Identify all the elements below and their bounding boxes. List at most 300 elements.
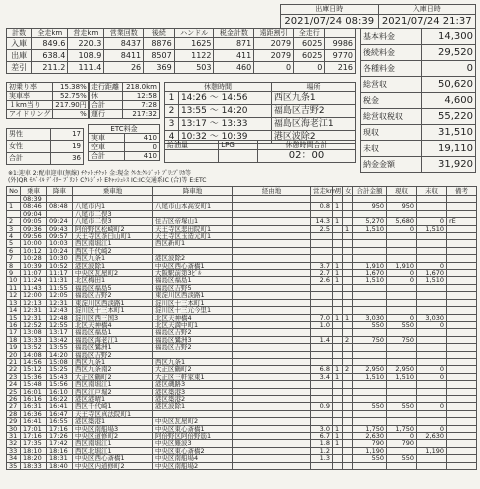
trip-cell bbox=[233, 314, 311, 321]
drive-row bbox=[89, 101, 160, 110]
trip-cell: 1 bbox=[343, 314, 353, 321]
trip-cell bbox=[311, 344, 333, 351]
trip-cell bbox=[343, 262, 353, 269]
trip-cell: 0 bbox=[417, 262, 447, 269]
trip-cell: 32 bbox=[7, 440, 21, 447]
trip-cell bbox=[333, 403, 343, 410]
trip-cell bbox=[343, 418, 353, 425]
drive-value: 12:58 bbox=[122, 92, 159, 101]
trip-cell bbox=[233, 366, 311, 373]
trip-col-header: 降車地 bbox=[153, 187, 233, 196]
rest-total-value: 02：00 bbox=[257, 150, 355, 163]
trip-cell bbox=[353, 307, 387, 314]
fare-label: 各種料金 bbox=[361, 61, 422, 77]
trip-cell: 3.4 bbox=[311, 373, 333, 380]
meter-col-header: 営業回数 bbox=[104, 29, 144, 38]
trip-cell: 950 bbox=[353, 203, 387, 210]
trip-cell bbox=[447, 299, 477, 306]
trip-cell: 0 bbox=[387, 225, 417, 232]
trip-cell: 26 bbox=[7, 395, 21, 402]
meter-cell: 1122 bbox=[174, 50, 214, 62]
trip-cell bbox=[343, 203, 353, 210]
trip-cell bbox=[353, 240, 387, 247]
drive-value: 217:32 bbox=[122, 110, 159, 119]
trip-row bbox=[7, 455, 477, 462]
fare-value: 14,300 bbox=[421, 29, 475, 45]
trip-cell: 4 bbox=[7, 233, 21, 240]
trip-cell bbox=[417, 292, 447, 299]
trip-cell bbox=[343, 447, 353, 454]
trip-cell: 0 bbox=[387, 270, 417, 277]
rest-row bbox=[165, 118, 356, 131]
trip-cell bbox=[343, 284, 353, 291]
trip-cell bbox=[447, 314, 477, 321]
trip-cell bbox=[233, 247, 311, 254]
rest-no: 3 bbox=[165, 118, 179, 131]
trip-cell: 福島区福島5 bbox=[73, 284, 153, 291]
trip-cell bbox=[311, 233, 333, 240]
trip-cell: 福島区吉野5 bbox=[153, 284, 233, 291]
trip-cell: 西区江戸堀2 bbox=[73, 388, 153, 395]
trip-cell: 550 bbox=[353, 403, 387, 410]
trip-cell bbox=[233, 292, 311, 299]
trip-cell: 2.5 bbox=[311, 225, 333, 232]
note-line-1: ※1:迎車 2:配車迎車(無線) ﾁｹｯﾄ:ﾁｹｯﾄ 金:現金 ｸﾚｶ:ｸﾚｼﾞｯﾄ ﾌﾟﾘ:ﾌﾟﾘｶ等 bbox=[8, 170, 192, 177]
trip-cell: 16:31 bbox=[21, 403, 47, 410]
trip-cell: 福島区鷺洲3 bbox=[153, 336, 233, 343]
trip-cell bbox=[387, 233, 417, 240]
trip-cell: 中央区南船場3 bbox=[73, 425, 153, 432]
passenger-value: 17 bbox=[51, 129, 84, 141]
trip-cell: 港区築港2 bbox=[153, 395, 233, 402]
trip-cell: 550 bbox=[387, 403, 417, 410]
fare-label: 現収 bbox=[361, 125, 422, 141]
trip-cell: 21 bbox=[7, 358, 21, 365]
trip-cell: 西区千代崎2 bbox=[73, 247, 153, 254]
etc-value: 410 bbox=[125, 134, 160, 143]
trip-cell: 0 bbox=[417, 403, 447, 410]
trip-cell: 18:40 bbox=[47, 462, 73, 469]
trip-col-header: 合計金額 bbox=[353, 187, 387, 196]
trip-cell: 2,950 bbox=[387, 366, 417, 373]
fare-table bbox=[360, 28, 476, 173]
meter-cell: 26 bbox=[104, 62, 144, 74]
trip-cell: 13:42 bbox=[47, 336, 73, 343]
trip-cell: 13:08 bbox=[21, 329, 47, 336]
trip-cell bbox=[447, 196, 477, 203]
fare-row bbox=[361, 141, 476, 157]
trip-cell: 0 bbox=[387, 314, 417, 321]
trip-cell bbox=[447, 292, 477, 299]
trip-cell: 1 bbox=[333, 433, 343, 440]
trip-cell bbox=[333, 307, 343, 314]
trip-cell bbox=[333, 395, 343, 402]
trip-cell bbox=[387, 292, 417, 299]
trip-cell: 14:08 bbox=[21, 351, 47, 358]
passenger-table bbox=[6, 128, 84, 165]
meter-cell: 460 bbox=[214, 62, 254, 74]
rest-time: 13:17 ～ 13:33 bbox=[178, 118, 271, 131]
trip-cell bbox=[333, 299, 343, 306]
trip-cell bbox=[447, 373, 477, 380]
trip-cell: 3,030 bbox=[353, 314, 387, 321]
trip-cell: 16:16 bbox=[21, 395, 47, 402]
notes bbox=[8, 170, 448, 184]
trip-cell: 10:52 bbox=[47, 262, 73, 269]
trip-cell: 八尾市山本高安町1 bbox=[153, 203, 233, 210]
trip-cell: 14:56 bbox=[21, 358, 47, 365]
passenger-row bbox=[7, 153, 84, 165]
meter-col-header: 全走km bbox=[32, 29, 68, 38]
trip-cell bbox=[233, 373, 311, 380]
rest-total-table bbox=[164, 140, 356, 163]
trip-row bbox=[7, 218, 477, 225]
trip-cell: 8 bbox=[7, 262, 21, 269]
passenger-row bbox=[7, 129, 84, 141]
fare-row bbox=[361, 29, 476, 45]
trip-cell bbox=[233, 462, 311, 469]
trip-cell bbox=[233, 395, 311, 402]
trip-cell bbox=[353, 381, 387, 388]
trip-cell: 淀川区十三本町1 bbox=[73, 307, 153, 314]
trip-cell bbox=[387, 307, 417, 314]
trip-cell: 7 bbox=[7, 255, 21, 262]
trip-cell bbox=[447, 270, 477, 277]
trip-cell bbox=[387, 418, 417, 425]
trip-cell bbox=[343, 277, 353, 284]
trip-cell bbox=[417, 388, 447, 395]
trip-cell: 09:04 bbox=[21, 210, 47, 217]
trip-cell bbox=[233, 233, 311, 240]
rest-no: 1 bbox=[165, 92, 179, 105]
meter-row-label: 差引 bbox=[7, 62, 32, 74]
trip-cell bbox=[343, 292, 353, 299]
trip-col-header: 現収 bbox=[387, 187, 417, 196]
trip-cell bbox=[233, 255, 311, 262]
trip-cell bbox=[333, 455, 343, 462]
trip-cell bbox=[233, 203, 311, 210]
trip-row bbox=[7, 418, 477, 425]
fare-label: 総営収税収 bbox=[361, 109, 422, 125]
trip-cell: 中央区西心斎橋1 bbox=[153, 262, 233, 269]
trip-cell: 西区新町1 bbox=[153, 240, 233, 247]
ratio-value: % bbox=[53, 110, 90, 119]
trip-cell bbox=[233, 270, 311, 277]
trip-cell: 550 bbox=[353, 455, 387, 462]
trip-cell bbox=[353, 410, 387, 417]
trip-cell: 阿倍野区松崎町2 bbox=[73, 225, 153, 232]
trip-cell: 16:22 bbox=[47, 395, 73, 402]
trip-cell bbox=[311, 462, 333, 469]
trip-cell: 1,510 bbox=[353, 373, 387, 380]
trip-cell: 大阪駅前第3ﾋﾞﾙ bbox=[153, 270, 233, 277]
rest-no: 4 bbox=[165, 131, 179, 144]
trip-cell: 1 bbox=[333, 277, 343, 284]
trip-cell: 750 bbox=[387, 336, 417, 343]
trip-cell: 港区磯路3 bbox=[153, 381, 233, 388]
trip-cell bbox=[387, 351, 417, 358]
trip-cell: 淀川区十三元今里1 bbox=[153, 307, 233, 314]
trip-cell: 1,670 bbox=[417, 270, 447, 277]
meter-col-header: 遠距割引 bbox=[254, 29, 294, 38]
drive-label: 休 bbox=[89, 92, 123, 101]
trip-cell bbox=[343, 455, 353, 462]
trip-cell bbox=[311, 292, 333, 299]
fare-row bbox=[361, 109, 476, 125]
passenger-value: 19 bbox=[51, 141, 84, 153]
trip-cell: 3.0 bbox=[311, 425, 333, 432]
trip-cell bbox=[311, 388, 333, 395]
trip-cell: 11:31 bbox=[47, 277, 73, 284]
trip-cell: 790 bbox=[353, 440, 387, 447]
meter-cell: 871 bbox=[214, 38, 254, 50]
trip-cell bbox=[447, 388, 477, 395]
trip-cell bbox=[447, 225, 477, 232]
trip-cell bbox=[353, 388, 387, 395]
ratio-row bbox=[7, 83, 90, 92]
trip-cell bbox=[233, 425, 311, 432]
trip-cell: 35 bbox=[7, 462, 21, 469]
trip-cell bbox=[311, 284, 333, 291]
trip-cell: 15:36 bbox=[21, 373, 47, 380]
trip-cell: 6.7 bbox=[311, 433, 333, 440]
trip-cell: 550 bbox=[387, 455, 417, 462]
meter-cell: 6025 bbox=[294, 38, 325, 50]
trip-cell bbox=[343, 410, 353, 417]
trip-cell: 24 bbox=[7, 381, 21, 388]
trip-col-header: No bbox=[7, 187, 21, 196]
trip-cell: 0 bbox=[417, 366, 447, 373]
etc-row bbox=[89, 143, 160, 152]
trip-cell: 16 bbox=[7, 321, 21, 328]
drive-row bbox=[89, 83, 160, 92]
trip-cell bbox=[233, 403, 311, 410]
trip-cell bbox=[447, 403, 477, 410]
trip-col-header: 営走km bbox=[311, 187, 333, 196]
note-line-2: (外)QR ﾓﾊﾞｲﾙ ﾃﾞｲﾘｰ ﾌﾞﾘﾝﾄ Cｸﾚｼﾞｯﾄ Eｷｬｯｼｭﾚｽ IC:IC交通系IC (合)等 E:ETC bbox=[8, 177, 207, 184]
trip-cell bbox=[333, 388, 343, 395]
trip-col-header: 乗車地 bbox=[73, 187, 153, 196]
trip-cell: 中央区南船場4 bbox=[153, 455, 233, 462]
fare-label: 未収 bbox=[361, 141, 422, 157]
ratio-label: １km当り bbox=[7, 101, 53, 110]
fare-value: 19,110 bbox=[421, 141, 475, 157]
trip-cell: 3 bbox=[7, 225, 21, 232]
trip-cell: 港区港晴1 bbox=[73, 395, 153, 402]
trip-cell bbox=[387, 344, 417, 351]
trip-cell bbox=[417, 381, 447, 388]
trip-cell bbox=[417, 203, 447, 210]
trip-cell: 30 bbox=[7, 425, 21, 432]
trip-cell bbox=[233, 455, 311, 462]
trip-cell: 八尾市二俣3 bbox=[73, 218, 153, 225]
trip-cell: 西区南堀江1 bbox=[73, 440, 153, 447]
trip-cell: 大正区鶴町2 bbox=[73, 373, 153, 380]
trip-cell bbox=[447, 410, 477, 417]
trip-cell: 1 bbox=[333, 218, 343, 225]
trip-cell: 790 bbox=[387, 440, 417, 447]
trip-cell: 13:55 bbox=[47, 344, 73, 351]
trip-cell bbox=[447, 307, 477, 314]
rest-row bbox=[165, 105, 356, 118]
trip-cell: 18:16 bbox=[47, 447, 73, 454]
fare-value: 0 bbox=[421, 61, 475, 77]
trip-col-header: 経由地 bbox=[233, 187, 311, 196]
trip-cell: 550 bbox=[353, 321, 387, 328]
ratio-row bbox=[7, 101, 90, 110]
trip-cell: 10:28 bbox=[21, 255, 47, 262]
trip-cell: 15:48 bbox=[21, 381, 47, 388]
trip-cell bbox=[447, 381, 477, 388]
meter-col-header: 計数 bbox=[7, 29, 32, 38]
trip-cell bbox=[343, 270, 353, 277]
trip-cell: 2.7 bbox=[311, 270, 333, 277]
trip-cell bbox=[343, 247, 353, 254]
trip-cell: 09:57 bbox=[47, 233, 73, 240]
trip-cell: 1 bbox=[333, 203, 343, 210]
ratio-value: 52.75% bbox=[53, 92, 90, 101]
meter-cell: 6025 bbox=[294, 50, 325, 62]
trip-cell bbox=[447, 366, 477, 373]
trip-cell: 住吉区帝塚山1 bbox=[153, 218, 233, 225]
trip-cell: 10:24 bbox=[47, 247, 73, 254]
trip-cell: 10:03 bbox=[47, 240, 73, 247]
trip-cell: 15:56 bbox=[47, 381, 73, 388]
trip-cell: 16:01 bbox=[21, 388, 47, 395]
trip-cell bbox=[233, 240, 311, 247]
trip-cell: 08:46 bbox=[21, 203, 47, 210]
rest-total-label: 休憩時間合計 bbox=[257, 141, 355, 150]
meter-table bbox=[6, 28, 356, 74]
trip-cell bbox=[343, 395, 353, 402]
trip-cell bbox=[233, 262, 311, 269]
trip-cell bbox=[333, 284, 343, 291]
rest-place: 福島区吉野2 bbox=[271, 105, 355, 118]
trip-cell: 17:35 bbox=[21, 440, 47, 447]
trip-cell: 15:25 bbox=[47, 366, 73, 373]
trip-cell: 23 bbox=[7, 373, 21, 380]
trip-cell: 北区天神橋4 bbox=[73, 321, 153, 328]
trip-cell: 天王寺区悲田院町1 bbox=[153, 225, 233, 232]
trip-cell bbox=[417, 462, 447, 469]
trip-cell: 西区九条1 bbox=[73, 255, 153, 262]
trip-cell: 10 bbox=[7, 277, 21, 284]
trip-cell: 福島区吉野2 bbox=[153, 329, 233, 336]
trip-cell: 6 bbox=[7, 247, 21, 254]
trip-cell: 14 bbox=[7, 307, 21, 314]
trip-cell bbox=[233, 351, 311, 358]
trip-cell: 1,510 bbox=[353, 225, 387, 232]
trip-cell bbox=[343, 433, 353, 440]
trip-cell bbox=[233, 381, 311, 388]
trip-cell bbox=[233, 299, 311, 306]
fare-value: 29,520 bbox=[421, 45, 475, 61]
trip-cell: 1.0 bbox=[311, 321, 333, 328]
trip-cell: 11:43 bbox=[21, 284, 47, 291]
trip-cell: 1,910 bbox=[387, 262, 417, 269]
rest-row bbox=[165, 92, 356, 105]
fare-row bbox=[361, 125, 476, 141]
trip-cell bbox=[417, 284, 447, 291]
meter-row-label: 出庫 bbox=[7, 50, 32, 62]
etc-title: ETC料金 bbox=[89, 125, 160, 134]
meter-cell: 8437 bbox=[104, 38, 144, 50]
trip-cell: 天王寺区茶臼山町1 bbox=[73, 233, 153, 240]
trip-cell: 西区南堀江1 bbox=[73, 381, 153, 388]
etc-row bbox=[89, 134, 160, 143]
trip-cell: 14.3 bbox=[311, 218, 333, 225]
trip-cell bbox=[311, 410, 333, 417]
trip-cell bbox=[417, 307, 447, 314]
trip-cell bbox=[233, 307, 311, 314]
trip-cell bbox=[233, 196, 311, 203]
trip-table bbox=[6, 186, 477, 470]
trip-cell: 0 bbox=[417, 321, 447, 328]
trip-cell: 12:31 bbox=[21, 314, 47, 321]
trip-cell: 15:43 bbox=[47, 373, 73, 380]
drive-value: 218.0km bbox=[122, 83, 159, 92]
trip-cell: 16:41 bbox=[47, 403, 73, 410]
trip-cell: 西区北堀江1 bbox=[73, 447, 153, 454]
trip-cell bbox=[343, 403, 353, 410]
trip-cell: 22 bbox=[7, 366, 21, 373]
trip-cell: 20 bbox=[7, 351, 21, 358]
trip-cell: 13:33 bbox=[21, 336, 47, 343]
trip-cell: 16:36 bbox=[21, 410, 47, 417]
trip-cell: 福島区鷺洲1 bbox=[73, 344, 153, 351]
trip-cell bbox=[447, 240, 477, 247]
trip-cell bbox=[447, 336, 477, 343]
trip-cell: 3.7 bbox=[311, 262, 333, 269]
trip-cell bbox=[353, 462, 387, 469]
trip-cell: 八尾市二俣3 bbox=[73, 210, 153, 217]
trip-cell bbox=[447, 425, 477, 432]
trip-cell bbox=[353, 344, 387, 351]
drive-value: 7:28 bbox=[122, 101, 159, 110]
trip-cell bbox=[387, 381, 417, 388]
trip-cell: 7.0 bbox=[311, 314, 333, 321]
fare-label: 総営収 bbox=[361, 77, 422, 93]
out-label: 出庫日時 bbox=[281, 5, 379, 15]
trip-cell: 1,750 bbox=[387, 425, 417, 432]
trip-cell bbox=[343, 255, 353, 262]
drive-row bbox=[89, 110, 160, 119]
trip-cell bbox=[353, 233, 387, 240]
rest-no: 2 bbox=[165, 105, 179, 118]
meter-cell: 9770 bbox=[325, 50, 356, 62]
trip-cell: 15:08 bbox=[47, 358, 73, 365]
trip-cell bbox=[447, 418, 477, 425]
trip-cell bbox=[447, 247, 477, 254]
in-label: 入庫日時 bbox=[378, 5, 476, 15]
trip-cell: 西区九条1 bbox=[73, 358, 153, 365]
trip-cell bbox=[447, 329, 477, 336]
fare-value: 55,220 bbox=[421, 109, 475, 125]
trip-cell: 34 bbox=[7, 455, 21, 462]
trip-cell bbox=[353, 418, 387, 425]
meter-cell: 503 bbox=[174, 62, 214, 74]
trip-cell bbox=[333, 410, 343, 417]
rest-table bbox=[164, 82, 356, 144]
meter-cell: 411 bbox=[214, 50, 254, 62]
trip-cell: 2,630 bbox=[353, 433, 387, 440]
trip-cell bbox=[343, 210, 353, 217]
trip-col-header: 降車 bbox=[47, 187, 73, 196]
trip-cell: 18:31 bbox=[47, 455, 73, 462]
trip-cell: 09:24 bbox=[47, 218, 73, 225]
trip-cell: 5,680 bbox=[387, 218, 417, 225]
fare-row bbox=[361, 77, 476, 93]
